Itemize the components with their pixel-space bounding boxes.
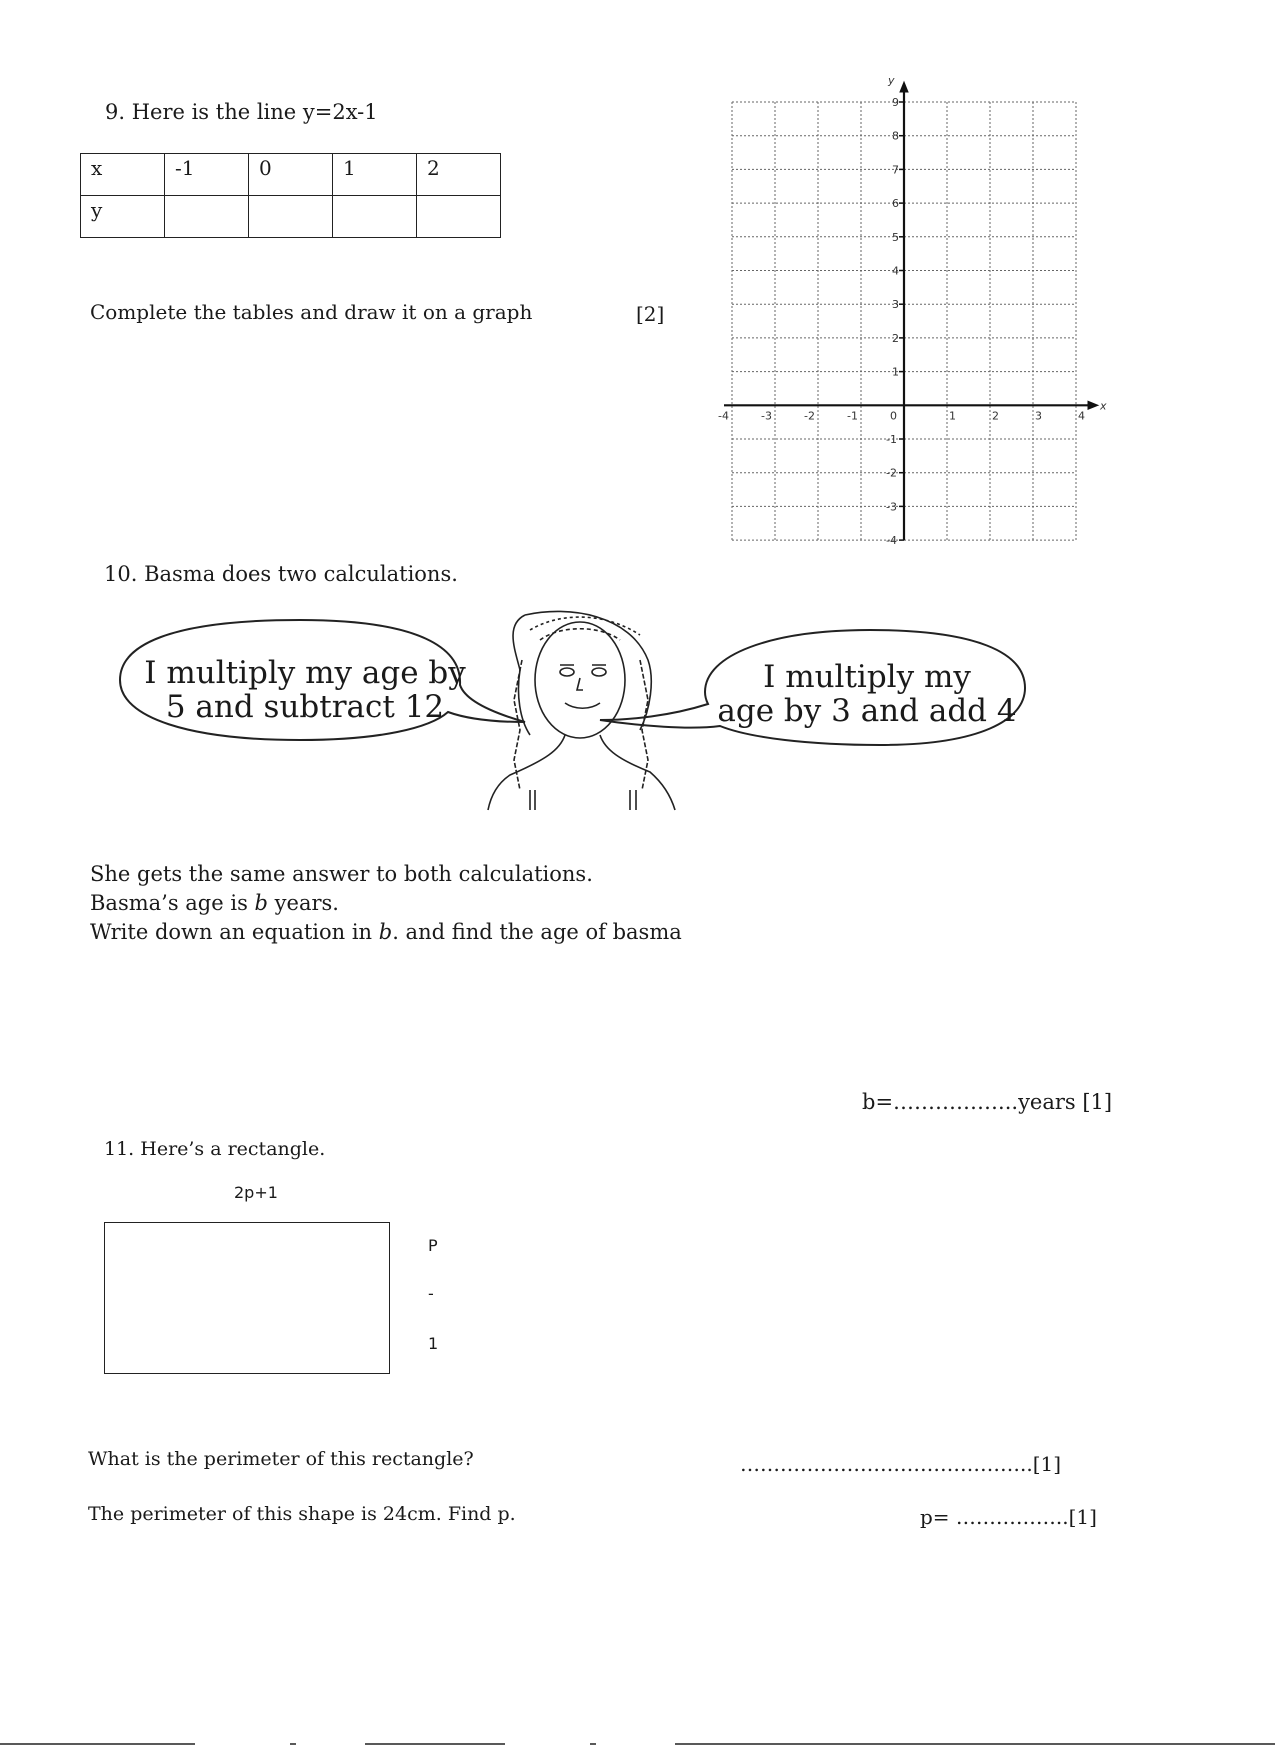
x-axis-arrow xyxy=(1088,401,1098,409)
speech-bubble-right-text xyxy=(712,660,1022,728)
bubble-line: I multiply my xyxy=(763,659,971,695)
y-axis-arrow xyxy=(900,82,908,92)
rectangle-shape xyxy=(104,1222,390,1374)
q10-answer-line[interactable]: b=……………...years [1] xyxy=(862,1090,1113,1114)
girl-illustration xyxy=(488,611,675,810)
answer-cell[interactable] xyxy=(165,196,249,238)
footer-rule xyxy=(0,1740,1275,1750)
y-tick-label: 5 xyxy=(892,230,899,244)
y-tick-label: 8 xyxy=(892,129,899,143)
answer-cell[interactable] xyxy=(249,196,333,238)
q11-answer-a-line[interactable]: ……………………………………..[1] xyxy=(740,1452,1062,1476)
x-tick-label: -1 xyxy=(847,409,858,423)
y-tick-label: -3 xyxy=(886,500,897,514)
q10-title: 10. Basma does two calculations. xyxy=(104,562,458,586)
x-tick-label: 4 xyxy=(1078,409,1085,423)
text: Basma’s age is xyxy=(90,891,255,915)
speech-bubble-left-text xyxy=(140,656,470,724)
x-tick-label: 1 xyxy=(949,409,956,423)
x-tick-label: -2 xyxy=(804,409,815,423)
q9-title: 9. Here is the line y=2x-1 xyxy=(105,100,378,124)
x-tick-label: -3 xyxy=(761,409,772,423)
q11-answer-b-line[interactable]: p= ……………..[1] xyxy=(920,1505,1097,1529)
bubble-line: age by 3 and add 4 xyxy=(717,693,1017,729)
q10-body xyxy=(90,860,682,947)
xy-table xyxy=(80,153,501,238)
variable-b: b xyxy=(254,891,268,915)
table-cell: 0 xyxy=(249,154,333,196)
text: Write down an equation in xyxy=(90,920,379,944)
y-tick-label: -2 xyxy=(886,466,897,480)
table-row-y xyxy=(81,196,501,238)
origin-label: 0 xyxy=(890,409,897,423)
rectangle-side-label: 1 xyxy=(428,1334,439,1353)
table-cell: y xyxy=(81,196,165,238)
y-tick-label: 2 xyxy=(892,331,899,345)
bubble-line: I multiply my age by xyxy=(144,655,466,691)
text: years. xyxy=(267,891,339,915)
y-tick-label: 3 xyxy=(892,298,899,312)
variable-b: b xyxy=(378,920,393,944)
y-tick-label: -4 xyxy=(886,534,897,548)
answer-cell[interactable] xyxy=(417,196,501,238)
y-tick-label: 1 xyxy=(892,365,899,379)
q11-question-b: The perimeter of this shape is 24cm. Find p. xyxy=(88,1503,516,1525)
rectangle-top-label: 2p+1 xyxy=(234,1183,278,1202)
y-tick-label: -1 xyxy=(886,433,897,446)
table-cell: 2 xyxy=(417,154,501,196)
q9-marks: [2] xyxy=(636,302,665,326)
bubble-line: 5 and subtract 12 xyxy=(165,689,445,725)
q11-title: 11. Here’s a rectangle. xyxy=(104,1138,326,1160)
y-axis-label: y xyxy=(888,74,895,87)
q10-line: She gets the same answer to both calculations. xyxy=(90,862,593,886)
table-cell: x xyxy=(81,154,165,196)
y-tick-label: 6 xyxy=(892,197,899,211)
coordinate-grid[interactable] xyxy=(718,72,1107,557)
table-cell: -1 xyxy=(165,154,249,196)
table-row-x xyxy=(81,154,501,196)
table-cell: 1 xyxy=(333,154,417,196)
q10-line xyxy=(90,889,682,918)
y-tick-label: 7 xyxy=(892,163,899,177)
x-tick-label: -4 xyxy=(718,409,729,423)
q10-line xyxy=(90,918,682,947)
x-tick-label: 3 xyxy=(1035,409,1042,423)
y-tick-label: 9 xyxy=(892,96,899,109)
text: . and find the age of basma xyxy=(392,920,682,944)
x-axis-label: x xyxy=(1100,399,1107,413)
answer-cell[interactable] xyxy=(333,196,417,238)
q9-instruction: Complete the tables and draw it on a graph xyxy=(90,300,533,324)
y-tick-label: 4 xyxy=(892,264,899,278)
x-tick-label: 2 xyxy=(992,409,999,423)
q11-question-a: What is the perimeter of this rectangle? xyxy=(88,1448,474,1470)
rectangle-side-label: P xyxy=(428,1236,438,1255)
rectangle-side-label: - xyxy=(428,1284,434,1303)
